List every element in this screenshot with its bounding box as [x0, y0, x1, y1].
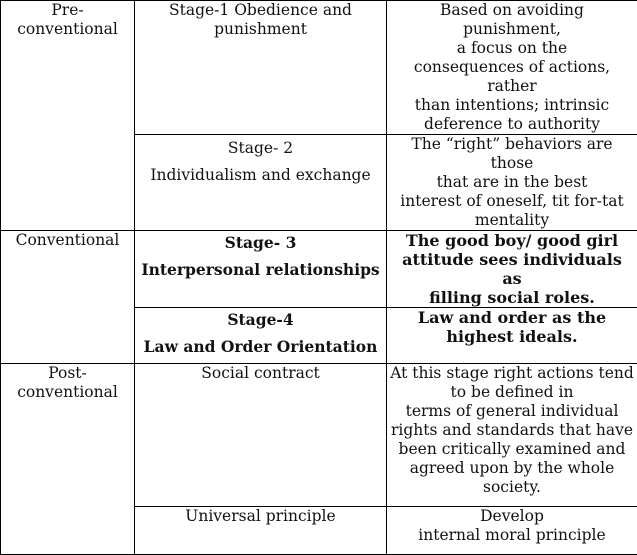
stage-cell [135, 1, 387, 135]
stage-label: Social contract [138, 364, 383, 383]
stage-title: Interpersonal relationships [138, 260, 383, 279]
description-cell: Based on avoiding punishment, a focus on the consequences of actions, rather than intentions; intrinsic deference to authority [387, 1, 637, 135]
stage-number: Stage- 2 [138, 139, 383, 158]
stage-cell [135, 308, 387, 364]
stage-cell [135, 135, 387, 231]
level-cell-postconventional: Post- conventional [1, 364, 135, 555]
level-cell-conventional: Conventional [1, 231, 135, 364]
stage-number: Stage-4 [138, 310, 383, 329]
stage-label: Stage-1 Obedience and punishment [138, 1, 383, 39]
stage-cell [135, 507, 387, 555]
description-cell: Law and order as the highest ideals. [387, 308, 637, 364]
description-cell: The “right” behaviors are those that are in the best interest of oneself, tit for-tat mentality [387, 135, 637, 231]
description-cell: At this stage right actions tend to be defined in terms of general individual rights and standards that have been critically examined and agreed upon by the whole society. [387, 364, 637, 507]
description-cell: The good boy/ good girl attitude sees individuals as filling social roles. [387, 231, 637, 308]
table-row [1, 364, 637, 507]
stage-cell [135, 231, 387, 308]
stage-number: Stage- 3 [138, 233, 383, 252]
table-row [1, 231, 637, 308]
table-row [1, 1, 637, 135]
description-cell: Develop internal moral principle [387, 507, 637, 555]
stage-title: Law and Order Orientation [138, 337, 383, 356]
stage-label: Universal principle [138, 507, 383, 526]
stage-cell [135, 364, 387, 507]
level-cell-preconventional: Pre- conventional [1, 1, 135, 231]
stage-title: Individualism and exchange [138, 166, 383, 185]
